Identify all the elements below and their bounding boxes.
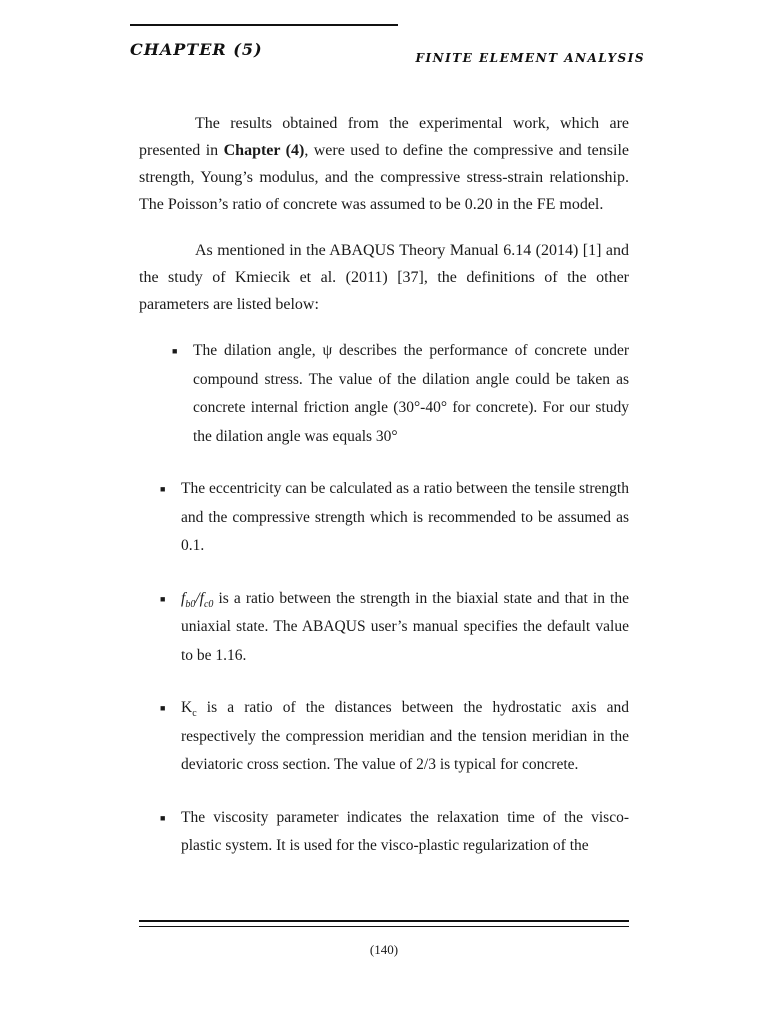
bullet-square-icon	[160, 585, 165, 614]
paragraph-text: The results obtained from the experimental work, which are presented in	[139, 115, 629, 159]
bullet-square-icon	[160, 694, 165, 723]
list-item-text: The viscosity parameter indicates the relaxation time of the visco-plastic system. It is used for the visco-plastic regularization of the	[181, 808, 629, 854]
footer-rule-thin	[139, 926, 629, 927]
subscript-b0: b0	[185, 598, 196, 610]
page-number: (140)	[369, 942, 399, 957]
list-item-text: The dilation angle, ψ describes the performance of concrete under compound stress. The value of the dilation angle could be taken as concrete internal friction angle (30°-40° for concrete). For our study the dilation angle was equals 30°	[193, 342, 629, 445]
list-item-text: is a ratio of the distances between the hydrostatic axis and respectively the compression meridian and the tension meridian in the deviatoric cross section. The value of 2/3 is typical for concrete.	[181, 699, 629, 773]
subscript-c: c	[192, 708, 197, 720]
symbol-slash: /	[195, 589, 200, 607]
symbol-k: K	[181, 699, 193, 716]
header-rule	[130, 24, 398, 26]
list-item-dilation-angle	[139, 337, 629, 451]
list-item-viscosity	[139, 804, 629, 861]
bullet-square-icon	[172, 337, 177, 366]
symbol-f: f	[199, 589, 204, 607]
chapter-title: CHAPTER (5)	[130, 40, 263, 59]
symbol-f: f	[181, 589, 186, 607]
footer-rule-thick	[139, 920, 629, 922]
list-item-text: The eccentricity can be calculated as a ratio between the tensile strength and the compressive strength which is recommended to be assumed as 0.1.	[181, 480, 629, 554]
parameter-list	[139, 337, 629, 861]
paragraph-results	[139, 110, 629, 218]
list-item-text: is a ratio between the strength in the biaxial state and that in the uniaxial state. The ABAQUS user’s manual specifies the default value to be 1.16.	[181, 589, 629, 664]
paragraph-parameters: As mentioned in the ABAQUS Theory Manual 6.14 (2014) [1] and the study of Kmiecik et al. (2011) [37], the definitions of the other parameters are listed below:	[139, 242, 629, 313]
paragraph-text: , were used to define the compressive and tensile strength, Young’s modulus, and the compressive stress-strain relationship. The Poisson’s ratio of concrete was assumed to be 0.20 in the FE model.	[139, 142, 630, 213]
subscript-c0: c0	[203, 598, 214, 610]
bullet-square-icon	[160, 475, 165, 504]
list-item-kc	[139, 694, 629, 780]
chapter-reference: Chapter (4)	[223, 142, 305, 159]
list-item-strength-ratio	[139, 585, 629, 671]
list-item-eccentricity	[139, 475, 629, 561]
page-content	[139, 110, 629, 885]
bullet-square-icon	[160, 804, 165, 833]
section-title: FINITE ELEMENT ANALYSIS	[415, 51, 645, 65]
page-header	[130, 40, 645, 70]
